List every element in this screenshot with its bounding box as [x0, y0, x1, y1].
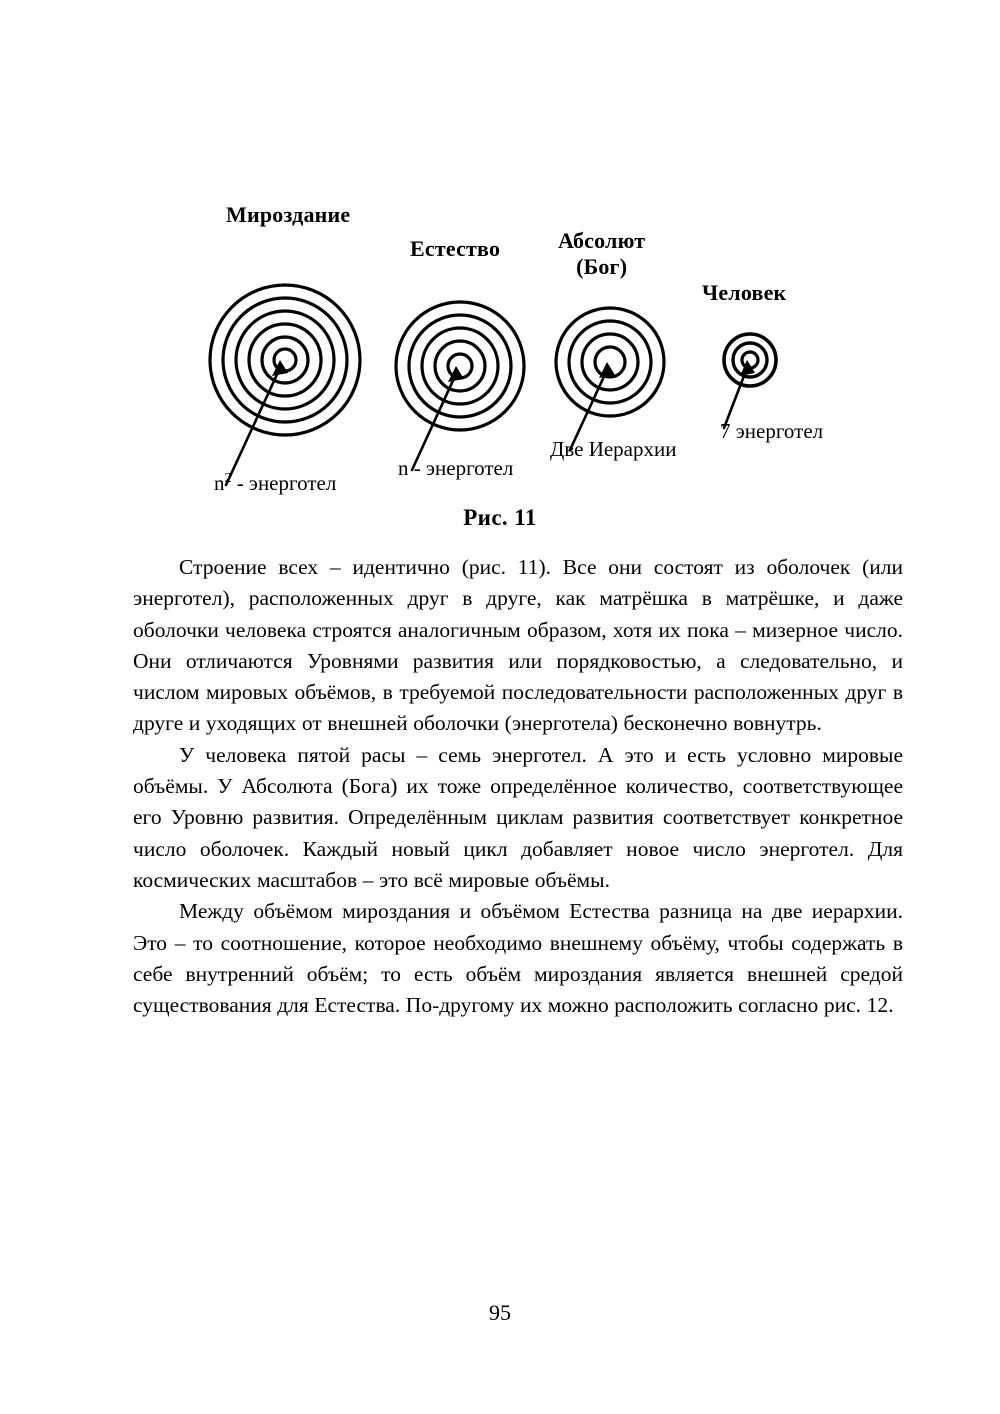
- spiral-estestvo: [396, 302, 524, 430]
- page-number: 95: [489, 1300, 511, 1325]
- spiral-caption-chelovek: 7 энерготел: [720, 419, 824, 443]
- spiral-caption-mirozdanie: [214, 472, 336, 495]
- caption-superscript-2: 2: [224, 470, 232, 485]
- leader-line-mirozdanie: [226, 368, 280, 485]
- caption-rest-energotel: - энерготел: [231, 471, 337, 495]
- caption-base-n: n: [214, 471, 225, 495]
- spiral-caption-absolut: Две Иерархии: [550, 437, 677, 461]
- figure-number-caption: Рис. 11: [463, 505, 537, 530]
- spiral-title-absolut-line1: Абсолют: [558, 228, 646, 253]
- spiral-mirozdanie: [210, 285, 360, 435]
- spiral-title-mirozdanie: Мироздание: [226, 202, 351, 227]
- spiral-absolut: [556, 308, 664, 416]
- paragraph-2: У человека пятой расы – семь энерготел. А это и есть условно мировые объёмы. У Абсолюта (Бога) их тоже определённое количество, соответствующее его Уровню развития. Определённым циклам развития соответствует конкретное число оболочек. Каждый новый цикл добавляет новое число энерготел. Для космических масштабов – это всё мировые объёмы.: [133, 742, 903, 892]
- paragraph-3: Между объёмом мироздания и объёмом Естества разница на две иерархии. Это – то соотношение, которое необходимо внешнему объёму, чтобы содержать в себе внутренний объём; то есть объём мироздания является внешней средой существования для Естества. По-другому их можно расположить согласно рис. 12.: [133, 899, 903, 1018]
- spiral-title-estestvo: Естество: [410, 236, 501, 261]
- spiral-title-absolut-line2: (Бог): [576, 253, 628, 279]
- spiral-chelovek: [724, 334, 776, 386]
- paragraph-1: Строение всех – идентично (рис. 11). Все они состоят из оболочек (или энерготел), расположенных друг в друге, как матрёшка в матрёшке, и даже оболочки человека строятся аналогичным образом, хотя их пока – мизерное число. Они отличаются Уровнями развития или порядковостью, а следовательно, и числом мировых объёмов, в требуемой последовательности расположенных друг в друге и уходящих от внешней оболочки (энерготела) бесконечно вовнутрь.: [133, 555, 903, 736]
- spiral-title-chelovek: Человек: [702, 280, 787, 305]
- spiral-title-absolut: [558, 228, 645, 280]
- figure-11: [130, 180, 910, 540]
- body-text: [133, 552, 903, 1021]
- spiral-caption-estestvo: n - энерготел: [398, 456, 514, 480]
